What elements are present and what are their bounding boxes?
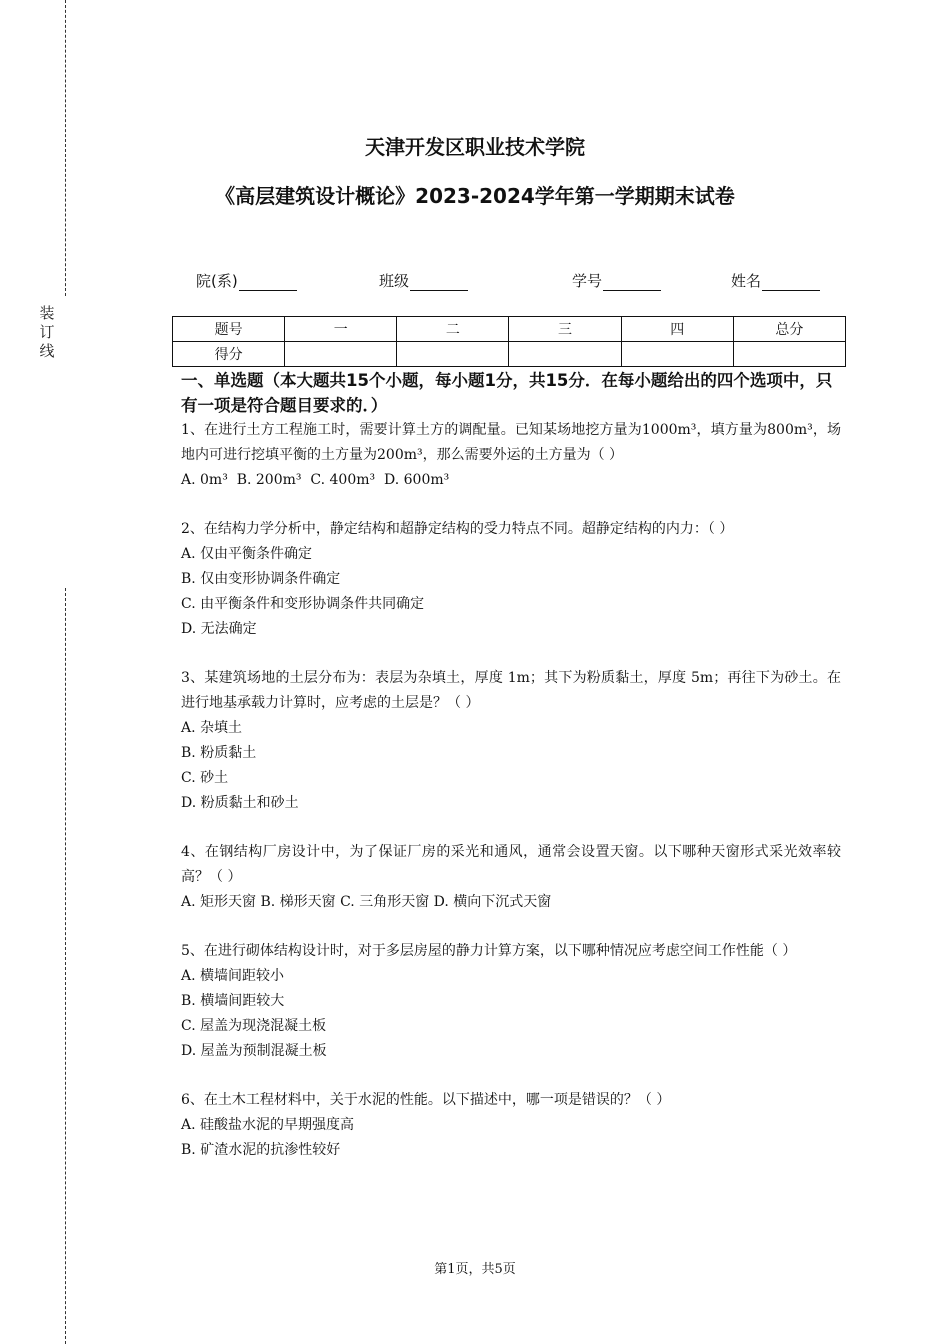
score-header-cell: 一 [285,317,397,342]
student-info-row [0,270,950,292]
option: B. 矿渣水泥的抗渗性较好 [181,1142,341,1158]
option: A. 硅酸盐水泥的早期强度高 [181,1117,355,1133]
exam-title: 《高层建筑设计概论》2023-2024学年第一学期期末试卷 [215,184,735,208]
question-stem: 5、在进行砌体结构设计时，对于多层房屋的静力计算方案，以下哪种情况应考虑空间工作性能（ ） [181,943,797,959]
name-field[interactable] [731,270,820,291]
class-field[interactable] [379,270,468,291]
class-label: 班级 [379,272,410,290]
page-footer: 第1页，共5页 [434,1262,516,1277]
option: D. 粉质黏土和砂土 [181,795,299,811]
score-header-cell: 二 [397,317,509,342]
question-stem: 1、在进行土方工程施工时，需要计算土方的调配量。已知某场地挖方量为1000m³，填方量为800m³，场地内可进行挖填平衡的土方量为200m³，那么需要外运的土方量为（ ） [181,422,841,463]
question-2 [181,517,841,642]
question-options: A. 矩形天窗 B. 梯形天窗 C. 三角形天窗 D. 横向下沉式天窗 [181,894,552,910]
section-heading: 一、单选题（本大题共15个小题，每小题1分，共15分．在每小题给出的四个选项中，只有一项是符合题目要求的．） [181,371,833,415]
option: B. 横墙间距较大 [181,993,285,1009]
question-1 [181,418,841,493]
student-id-field[interactable] [572,270,661,291]
question-stem: 3、某建筑场地的土层分布为：表层为杂填土，厚度 1m；其下为粉质黏土，厚度 5m；再往下为砂土。在进行地基承载力计算时，应考虑的土层是？（ ） [181,670,841,711]
score-cell[interactable] [733,342,845,367]
score-cell[interactable] [509,342,621,367]
score-header-row [173,317,846,342]
name-label: 姓名 [731,272,762,290]
option: C. 由平衡条件和变形协调条件共同确定 [181,596,425,612]
question-stem: 2、在结构力学分析中，静定结构和超静定结构的受力特点不同。超静定结构的内力：（ ） [181,521,734,537]
score-cell[interactable] [397,342,509,367]
name-blank[interactable] [762,274,820,291]
binding-char: 线 [39,342,55,360]
score-cell[interactable] [285,342,397,367]
option: A. 横墙间距较小 [181,968,285,984]
score-header-cell: 题号 [173,317,285,342]
score-cell[interactable] [621,342,733,367]
question-5 [181,939,841,1064]
option: D. 无法确定 [181,621,257,637]
score-header-cell: 四 [621,317,733,342]
binding-char: 订 [39,323,55,341]
option: D. 屋盖为预制混凝土板 [181,1043,327,1059]
question-options: A. 0m³ B. 200m³ C. 400m³ D. 600m³ [181,472,450,488]
option: B. 仅由变形协调条件确定 [181,571,341,587]
student-id-label: 学号 [572,272,603,290]
score-header-cell: 三 [509,317,621,342]
option: A. 杂填土 [181,720,243,736]
question-stem: 6、在土木工程材料中，关于水泥的性能。以下描述中，哪一项是错误的？（ ） [181,1092,671,1108]
binding-line-bottom [65,588,66,1344]
question-3 [181,666,841,816]
score-value-row [173,342,846,367]
question-list [181,418,841,1187]
school-title: 天津开发区职业技术学院 [365,135,585,159]
option: C. 屋盖为现浇混凝土板 [181,1018,327,1034]
dept-field[interactable] [196,270,297,291]
option: C. 砂土 [181,770,229,786]
score-table [172,316,846,367]
binding-label [38,304,56,361]
binding-char: 装 [39,304,55,322]
option: B. 粉质黏土 [181,745,257,761]
question-6 [181,1088,841,1163]
dept-label: 院(系) [196,272,238,290]
score-row-label: 得分 [173,342,285,367]
score-header-cell: 总分 [733,317,845,342]
class-blank[interactable] [410,274,468,291]
question-stem: 4、在钢结构厂房设计中，为了保证厂房的采光和通风，通常会设置天窗。以下哪种天窗形式采光效率较高？（ ） [181,844,841,885]
dept-blank[interactable] [239,274,297,291]
question-4 [181,840,841,915]
student-id-blank[interactable] [603,274,661,291]
option: A. 仅由平衡条件确定 [181,546,313,562]
